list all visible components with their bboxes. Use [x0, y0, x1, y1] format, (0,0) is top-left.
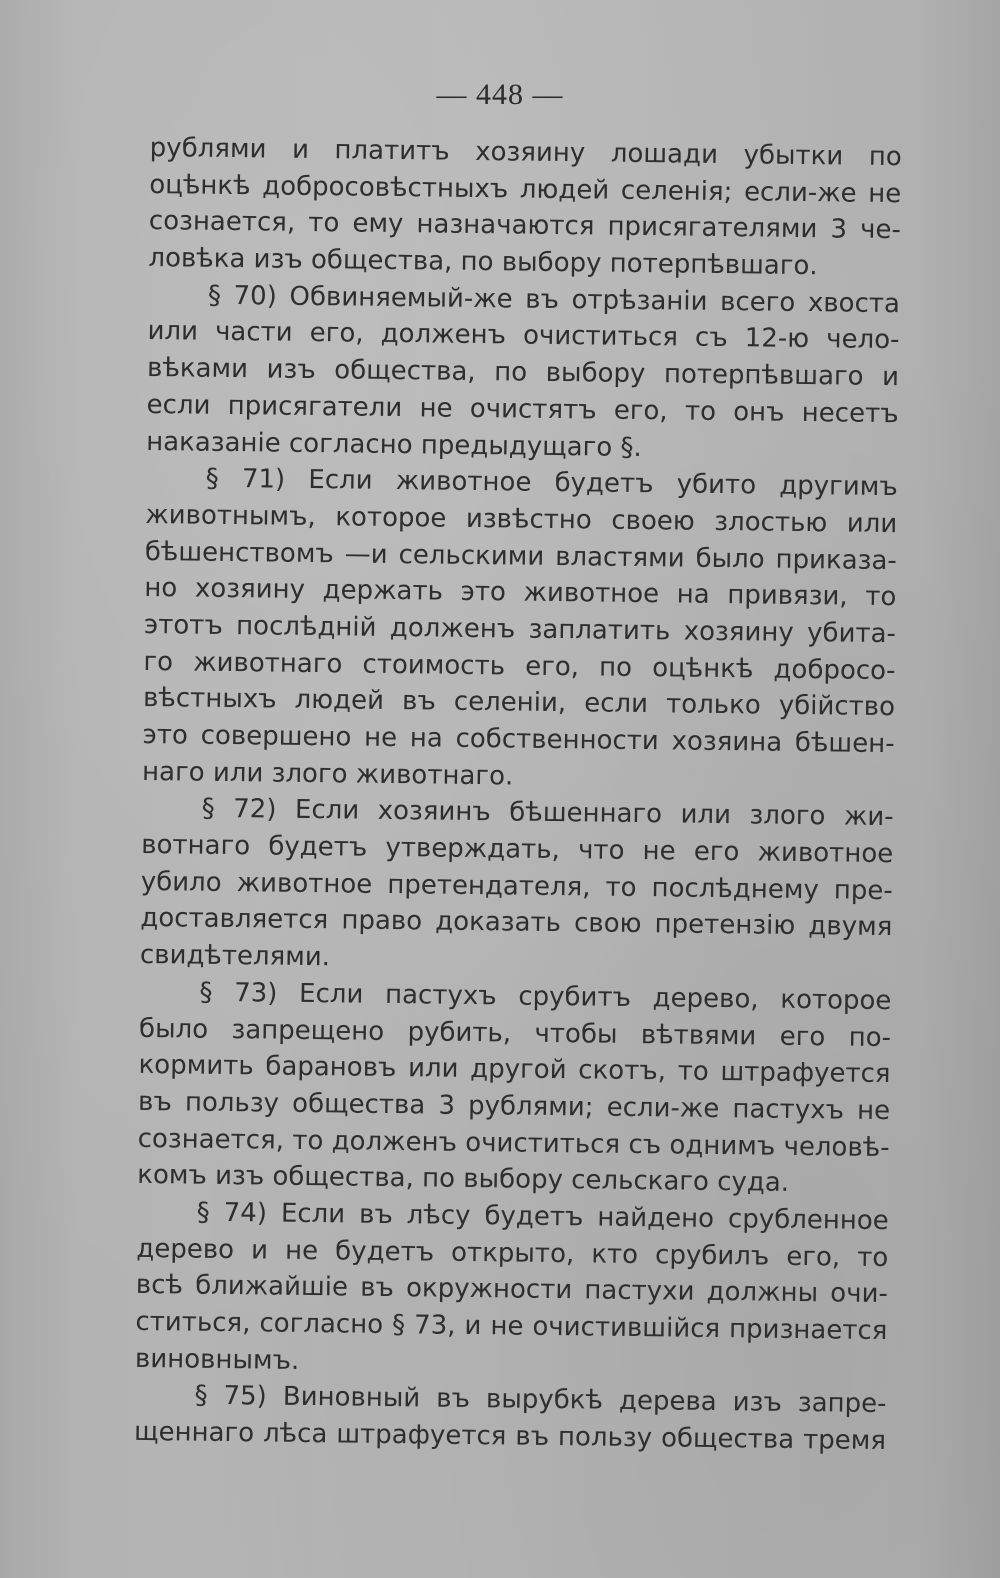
text-line: наго или злого животнаго. [141, 756, 514, 792]
text-line: вѣками изъ общества, по выбору потерпѣвшаго и [146, 353, 900, 393]
text-line: но хозяину держать это животное на привязи, то [144, 573, 897, 613]
text-line: § 71) Если животное будетъ убито другимъ [205, 463, 898, 503]
body-text [134, 130, 902, 1460]
text-line: было запрещено рубить, чтобы вѣтвями его по- [138, 1013, 892, 1053]
page-number: — 448 — [436, 78, 564, 111]
text-line: го животнаго стоимость его, по оцѣнкѣ добросо- [143, 646, 896, 686]
text-line: § 74) Если въ лѣсу будетъ найдено срубленное [196, 1197, 889, 1237]
text-line: вотнаго будетъ утверждать, что не его животное [141, 830, 894, 870]
text-line: бѣшенствомъ —и сельскими властями было приказа- [144, 536, 897, 576]
text-line: § 75) Виновный въ вырубкѣ дерева изъ запре- [194, 1381, 887, 1420]
text-line: сознается, то долженъ очиститься съ однимъ человѣ- [137, 1123, 890, 1163]
text-line: свидѣтелями. [139, 940, 331, 973]
text-line: вѣстныхъ людей въ селеніи, если только убійство [142, 683, 896, 723]
text-line: дерево и не будетъ открыто, кто срубилъ его, то [136, 1233, 889, 1273]
text-line: рублями и платитъ хозяину лошади убытки по [149, 132, 902, 173]
text-line: оцѣнкѣ добросовѣстныхъ людей селенія; если-же не [149, 169, 902, 209]
text-line: наказаніе согласно предыдущаго §. [146, 426, 642, 463]
text-line: это совершено не на собственности хозяина бѣшен- [142, 719, 895, 760]
text-line: виновнымъ. [134, 1343, 300, 1376]
text-line: ститься, согласно § 73, и не очистившійся признается [135, 1306, 888, 1347]
text-line: кормить барановъ или другой скотъ, то штрафуется [138, 1050, 891, 1090]
text-line: сознается, то ему назначаются присягателями 3 че- [148, 206, 902, 246]
text-line: если присягатели не очистятъ его, то онъ несетъ [146, 389, 899, 429]
text-line: ловѣка изъ общества, по выбору потерпѣвшаго. [148, 243, 818, 282]
text-line: всѣ ближайшіе въ окружности пастухи должны очи- [135, 1270, 889, 1310]
text-line: § 72) Если хозяинъ бѣшеннаго или злого жи- [201, 794, 894, 833]
text-line: убило животное претендателя, то послѣднему пре- [140, 866, 893, 906]
text-line: въ пользу общества 3 рублями; если-же пастухъ не [137, 1086, 891, 1126]
text-line: щеннаго лѣса штрафуется въ пользу общества тремя [133, 1416, 887, 1457]
text-line: или части его, долженъ очиститься съ 12-ю чело- [147, 316, 900, 356]
text-line: этотъ послѣдній долженъ заплатить хозяину убита- [143, 609, 897, 650]
text-line: § 70) Обвиняемый-же въ отрѣзаніи всего хвоста [207, 280, 901, 319]
text-line: комъ изъ общества, по выбору сельскаго суда. [137, 1160, 790, 1199]
text-line: § 73) Если пастухъ срубитъ дерево, которое [199, 977, 892, 1016]
text-line: животнымъ, которое извѣстно своею злостью или [145, 499, 898, 540]
text-line: доставляется право доказать свою претензію двумя [140, 903, 893, 943]
